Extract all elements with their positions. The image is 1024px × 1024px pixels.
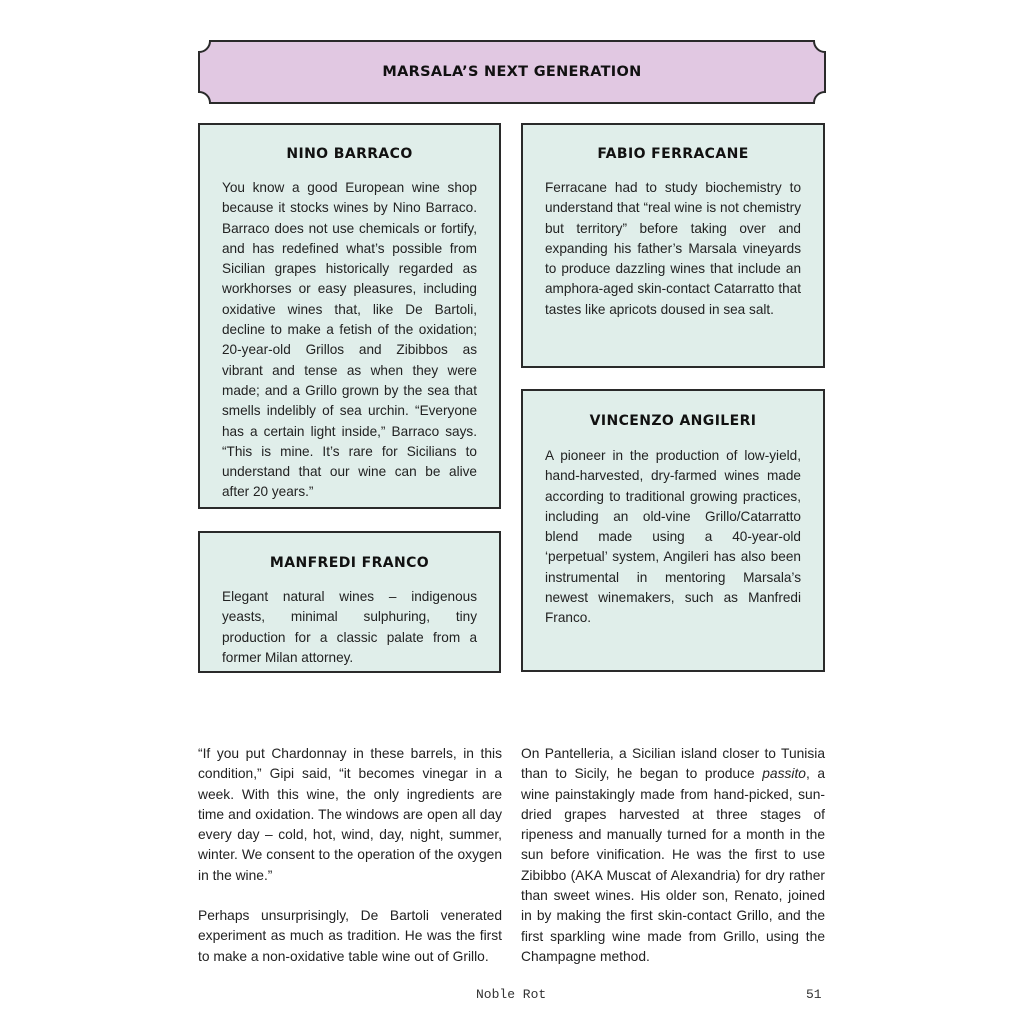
profile-text: A pioneer in the production of low-yield, hand-harvested, dry-farmed wines made according to traditional growing practices, including an old-vine Grillo/Catarratto blend made using a 40-year-old ‘perpetual’ system, Angileri has also been instrumental in mentoring Marsala’s newest winemakers, such as Manfredi Franco. — [545, 448, 801, 626]
profile-name: MANFREDI FRANCO — [269, 555, 430, 571]
profile-box-fabio-ferracane — [521, 123, 825, 368]
body-text: , a wine painstakingly made from hand-picked, sun-dried grapes harvested at three stages of ripeness and manually turned for a month in the sun before vinification. He was the first to use Zibibbo (AKA Muscat of Alexandria) for dry rather than sweet wines. His older son, Renato, joined in by making the first skin-contact Grillo, and the first sparkling wine made from Grillo, using the Champagne method. — [521, 766, 825, 964]
body-paragraph: “If you put Chardonnay in these barrels, in this condition,” Gipi said, “it becomes vinegar in a week. With this wine, the only ingredients are time and oxidation. The windows are open all day every day – cold, hot, wind, day, night, summer, winter. We consent to the operation of the oxygen in the wine.” — [198, 746, 502, 883]
profile-box-vincenzo-angileri — [521, 389, 825, 672]
profile-box-nino-barraco — [198, 123, 501, 509]
profile-text: You know a good European wine shop because it stocks wines by Nino Barraco. Barraco does not use chemicals or fortify, and has redefined what’s possible from Sicilian grapes historically regarded as workhorses or easy pleasures, including oxidative wines that, like De Bartoli, decline to make a fetish of the oxidation; 20-year-old Grillos and Zibibbos as vibrant and tense as when they were made; and a Grillo grown by the sea that smells indelibly of sea urchin. “Everyone has a certain light inside,” Barraco says. “This is mine. It’s rare for Sicilians to understand that our wine can be alive after 20 years.” — [222, 180, 477, 500]
profile-box-manfredi-franco — [198, 531, 501, 673]
body-column-right — [521, 744, 825, 987]
profile-name: FABIO FERRACANE — [597, 146, 749, 162]
page-number: 51 — [806, 987, 822, 1002]
italic-term: passito — [762, 766, 806, 782]
profile-text: Ferracane had to study biochemistry to understand that “real wine is not chemistry but territory” before taking over and expanding his father’s Marsala vineyards to produce dazzling wines that include an amphora-aged skin-contact Catarratto that tastes like apricots doused in sea salt. — [545, 180, 801, 317]
body-paragraph: Perhaps unsurprisingly, De Bartoli venerated experiment as much as tradition. He was the first to make a non-oxidative table wine out of Grillo. — [198, 908, 502, 964]
body-text: On Pantelleria, a Sicilian island closer to Tunisia than to Sicily, he began to produce — [521, 746, 825, 782]
profile-name: NINO BARRACO — [286, 146, 413, 162]
section-banner — [198, 40, 826, 104]
banner-title: MARSALA’S NEXT GENERATION — [382, 64, 642, 80]
body-paragraph — [521, 744, 825, 967]
body-column-left — [198, 744, 502, 987]
footer-publication: Noble Rot — [476, 987, 547, 1002]
profile-text: Elegant natural wines – indigenous yeasts, minimal sulphuring, tiny production for a classic palate from a former Milan attorney. — [222, 589, 477, 665]
profile-name: VINCENZO ANGILERI — [589, 413, 757, 429]
